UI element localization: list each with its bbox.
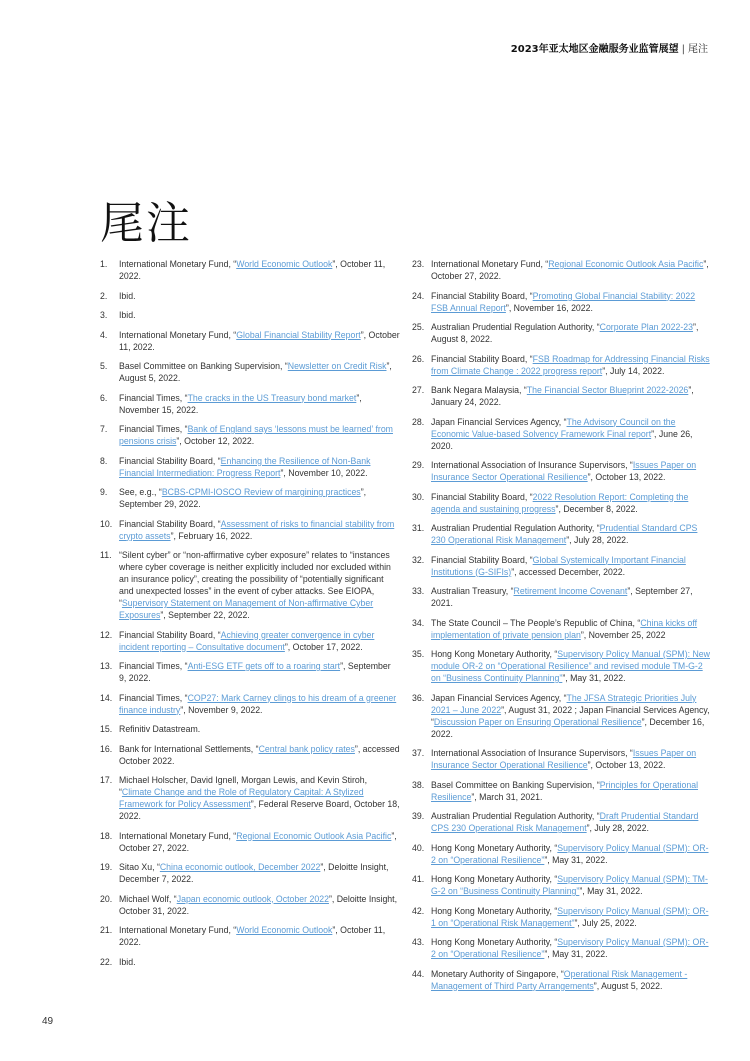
endnote-number: 25. xyxy=(412,322,425,332)
endnote-item xyxy=(412,747,712,771)
endnote-source-link[interactable]: Supervisory Policy Manual (SPM): OR-2 on “Operational Resilience” xyxy=(431,937,709,959)
endnote-text xyxy=(119,743,400,767)
endnote-text-suffix: ”, October 13, 2022. xyxy=(587,760,666,770)
endnote-text-suffix: ”, February 16, 2022. xyxy=(170,530,253,541)
endnote-item xyxy=(412,290,712,314)
endnote-text xyxy=(431,353,712,377)
endnote-source-link[interactable]: Prudential Standard CPS 230 Operational Risk Management xyxy=(431,523,698,545)
endnote-number: 5. xyxy=(100,361,108,371)
endnote-text-suffix: ”, August 5, 2022. xyxy=(119,361,392,383)
endnote-source-link[interactable]: Draft Prudential Standard CPS 230 Operational Risk Management xyxy=(431,811,699,833)
endnote-text xyxy=(119,392,400,416)
endnote-text xyxy=(431,585,712,609)
endnote-text-prefix: Basel Committee on Banking Supervision, “ xyxy=(119,361,288,371)
endnote-source-link[interactable]: Bank of England says ‘lessons must be learned’ from pensions crisis xyxy=(119,424,393,446)
endnote-number: 32. xyxy=(412,554,425,565)
endnote-item xyxy=(412,491,712,515)
endnote-text-prefix: Financial Stability Board, “ xyxy=(119,455,221,466)
endnote-item xyxy=(100,956,400,968)
endnote-text-prefix: Monetary Authority of Singapore, “ xyxy=(431,968,564,979)
endnote-item xyxy=(100,392,400,416)
endnote-text xyxy=(431,416,712,452)
endnote-number: 27. xyxy=(412,385,425,395)
endnote-text-suffix: ”, October 11, 2022. xyxy=(119,329,400,352)
endnote-source-link[interactable]: Climate Change and the Role of Regulatory Capital: A Stylized Framework for Policy Assessment xyxy=(119,787,364,809)
endnote-item xyxy=(412,779,712,803)
endnote-text-prefix: Hong Kong Monetary Authority, “ xyxy=(431,649,558,659)
endnote-item xyxy=(100,329,400,353)
endnote-text xyxy=(431,873,712,897)
endnote-number: 22. xyxy=(100,956,113,967)
endnote-source-link[interactable]: World Economic Outlook xyxy=(236,259,333,269)
endnote-text-suffix: ”, July 28, 2022. xyxy=(586,823,649,833)
endnote-text-prefix: Ibid. xyxy=(119,290,136,301)
endnote-source-link-secondary[interactable]: Discussion Paper on Ensuring Operational Resilience xyxy=(433,716,642,727)
endnote-item xyxy=(100,924,400,948)
endnote-text xyxy=(431,321,712,345)
endnote-text xyxy=(431,936,712,960)
endnote-number: 31. xyxy=(412,523,425,533)
endnote-item xyxy=(100,893,400,917)
endnote-text-suffix: ”, October 13, 2022. xyxy=(587,472,666,482)
endnote-text-prefix: Financial Times, “ xyxy=(119,661,188,671)
endnote-item xyxy=(100,518,400,542)
endnote-source-link[interactable]: Retirement Income Covenant xyxy=(513,586,628,596)
endnote-text-suffix: ”, September 22, 2022. xyxy=(160,610,250,620)
endnote-item xyxy=(100,692,400,716)
endnote-source-link[interactable]: COP27: Mark Carney clings to his dream of a greener finance industry xyxy=(119,692,397,715)
endnote-text xyxy=(119,774,400,822)
endnote-source-link[interactable]: Newsletter on Credit Risk xyxy=(287,361,387,371)
endnote-item xyxy=(100,360,400,384)
endnote-item xyxy=(100,290,400,302)
endnote-text xyxy=(119,360,400,384)
endnote-text-prefix: Australian Prudential Regulation Authority, “ xyxy=(431,523,600,533)
endnote-source-link[interactable]: FSB Roadmap for Addressing Financial Risks from Climate Change : 2022 progress report xyxy=(431,353,710,376)
endnote-item xyxy=(100,549,400,621)
endnote-source-link[interactable]: Operational Risk Management - Management of Third Party Arrangements xyxy=(431,968,688,991)
endnote-text-prefix: Sitao Xu, “ xyxy=(119,862,160,872)
endnote-text xyxy=(119,455,400,479)
endnote-item xyxy=(412,522,712,546)
endnote-item xyxy=(100,629,400,653)
endnote-text xyxy=(119,723,400,735)
endnote-number: 13. xyxy=(100,661,113,671)
endnote-text-suffix: ”, August 5, 2022. xyxy=(593,980,663,991)
endnote-text xyxy=(431,905,712,929)
endnote-item xyxy=(100,258,400,282)
endnote-text-prefix: International Monetary Fund, “ xyxy=(431,259,549,269)
endnote-item xyxy=(100,830,400,854)
endnote-text-suffix: ”, November 9, 2022. xyxy=(180,704,263,715)
endnote-text-prefix: Hong Kong Monetary Authority, “ xyxy=(431,842,558,853)
endnote-text xyxy=(119,893,400,917)
header-report-title: 2023年亚太地区金融服务业监管展望 xyxy=(510,44,679,55)
endnote-source-link[interactable]: BCBS-CPMI-IOSCO Review of margining practices xyxy=(161,487,361,497)
endnote-item xyxy=(412,842,712,866)
endnote-item xyxy=(412,585,712,609)
running-header xyxy=(511,40,708,55)
endnote-source-link[interactable]: Regional Economic Outlook Asia Pacific xyxy=(548,259,704,269)
endnote-text-suffix: ”, July 28, 2022. xyxy=(566,535,629,545)
endnote-text-prefix: Financial Stability Board, “ xyxy=(119,518,221,529)
endnote-source-link[interactable]: Central bank policy rates xyxy=(258,743,355,754)
endnote-item xyxy=(412,936,712,960)
endnote-number: 11. xyxy=(100,550,112,560)
endnote-text-prefix: International Monetary Fund, “ xyxy=(119,925,237,935)
endnote-number: 24. xyxy=(412,290,425,301)
endnote-number: 29. xyxy=(412,460,425,470)
endnote-text-suffix: ”, Federal Reserve Board, October 18, 2022. xyxy=(119,799,400,821)
endnote-text xyxy=(119,258,400,282)
page-number: 49 xyxy=(42,1016,54,1027)
endnote-text-prefix: Australian Prudential Regulation Authority, “ xyxy=(431,811,600,821)
endnote-item xyxy=(412,353,712,377)
endnote-text-prefix: Australian Prudential Regulation Authority, “ xyxy=(431,322,600,332)
endnote-number: 12. xyxy=(100,629,113,640)
endnote-text-prefix: Japan Financial Services Agency, “ xyxy=(431,692,567,703)
endnote-text-prefix: Ibid. xyxy=(119,956,136,967)
endnote-item xyxy=(412,692,712,740)
endnote-text-suffix: ”, accessed December, 2022. xyxy=(511,566,626,577)
endnote-number: 9. xyxy=(100,487,108,497)
endnote-text xyxy=(119,518,400,542)
endnote-text-prefix: Hong Kong Monetary Authority, “ xyxy=(431,905,558,916)
endnote-item xyxy=(100,861,400,885)
endnote-text-prefix: International Monetary Fund, “ xyxy=(119,830,237,841)
endnote-source-link[interactable]: Global Financial Stability Report xyxy=(236,329,361,340)
endnote-text-suffix: ”, May 31, 2022. xyxy=(544,854,608,865)
endnote-number: 30. xyxy=(412,491,425,502)
endnote-text xyxy=(119,629,400,653)
endnotes-right-column xyxy=(412,258,712,999)
endnote-source-link[interactable]: The Advisory Council on the Economic Value-based Solvency Framework Final report xyxy=(431,416,676,439)
endnote-item xyxy=(100,486,400,510)
endnote-number: 34. xyxy=(412,617,425,628)
endnote-text-prefix: Financial Times, “ xyxy=(119,692,188,703)
endnote-text-prefix: Financial Stability Board, “ xyxy=(431,491,533,502)
endnote-item xyxy=(412,459,712,483)
endnote-number: 23. xyxy=(412,259,425,269)
endnote-text-suffix: ”, January 24, 2022. xyxy=(431,385,694,407)
endnote-text-suffix-secondary: ”, December 16, 2022. xyxy=(431,716,705,739)
endnote-source-link[interactable]: Assessment of risks to financial stability from crypto assets xyxy=(119,518,395,541)
endnote-number: 6. xyxy=(100,392,108,403)
endnote-text-suffix: ”, July 25, 2022. xyxy=(574,917,637,928)
endnote-number: 37. xyxy=(412,748,425,758)
endnote-text-suffix: ”, December 8, 2022. xyxy=(555,503,638,514)
endnote-text-prefix: Basel Committee on Banking Supervision, “ xyxy=(431,779,600,790)
endnote-text xyxy=(119,924,400,948)
endnote-item xyxy=(412,648,712,684)
endnote-text xyxy=(119,660,400,684)
endnote-text-suffix: ”, June 26, 2020. xyxy=(431,428,693,451)
endnote-number: 16. xyxy=(100,743,113,754)
endnote-number: 44. xyxy=(412,968,425,979)
endnote-source-link[interactable]: Regional Economic Outlook Asia Pacific xyxy=(236,830,392,841)
endnote-text xyxy=(119,309,400,321)
endnote-item xyxy=(100,723,400,735)
endnote-text-prefix: Ibid. xyxy=(119,310,136,320)
endnote-text-prefix: Australian Treasury, “ xyxy=(431,586,514,596)
endnote-text xyxy=(431,384,712,408)
endnote-source-link[interactable]: Anti-ESG ETF gets off to a roaring start xyxy=(187,661,341,671)
endnote-item xyxy=(412,617,712,641)
page-title: 尾注 xyxy=(100,198,192,250)
endnote-text xyxy=(431,842,712,866)
endnote-text xyxy=(431,968,712,992)
endnote-number: 1. xyxy=(100,259,108,269)
endnote-source-link[interactable]: Supervisory Policy Manual (SPM): New module OR-2 on “Operational Resilience” and revised module TM-G-2 on “Business Continuity Planning” xyxy=(431,649,710,683)
endnote-text xyxy=(119,549,400,621)
endnote-source-link[interactable]: The JFSA Strategic Priorities July 2021 – June 2022 xyxy=(431,692,697,715)
endnote-number: 40. xyxy=(412,842,425,853)
endnote-text-suffix: ”, May 31, 2022. xyxy=(562,673,626,683)
endnote-text-prefix: See, e.g., “ xyxy=(119,487,162,497)
endnote-source-link[interactable]: Supervisory Statement on Management of Non-affirmative Cyber Exposures xyxy=(119,598,374,620)
endnote-number: 2. xyxy=(100,290,108,301)
endnote-text xyxy=(431,747,712,771)
endnote-text-prefix: Michael Holscher, David Ignell, Morgan Lewis, and Kevin Stiroh, “ xyxy=(119,775,368,797)
endnote-text-suffix: ”, July 14, 2022. xyxy=(602,365,665,376)
endnote-number: 19. xyxy=(100,862,113,872)
endnote-source-link[interactable]: Achieving greater convergence in cyber incident reporting – Consultative document xyxy=(119,629,375,652)
endnote-text xyxy=(431,258,712,282)
endnote-item xyxy=(100,743,400,767)
endnote-text-prefix: The State Council – The People’s Republic of China, “ xyxy=(431,617,641,628)
endnote-item xyxy=(412,321,712,345)
header-section-name: 尾注 xyxy=(688,44,708,55)
endnote-text-suffix: ”, October 11, 2022. xyxy=(119,259,386,281)
endnote-source-link[interactable]: Supervisory Policy Manual (SPM): OR-2 on “Operational Resilience” xyxy=(431,842,709,865)
endnote-number: 41. xyxy=(412,874,425,884)
endnote-source-link[interactable]: The Financial Sector Blueprint 2022-2026 xyxy=(526,385,689,395)
endnote-item xyxy=(412,384,712,408)
endnote-text-suffix: ”, October 17, 2022. xyxy=(284,641,363,652)
endnote-text-suffix: ”, September 29, 2022. xyxy=(119,487,367,509)
header-separator: | xyxy=(681,44,685,55)
endnote-number: 14. xyxy=(100,692,113,703)
endnote-source-link[interactable]: Promoting Global Financial Stability: 2022 FSB Annual Report xyxy=(431,290,696,313)
endnote-text-prefix: Japan Financial Services Agency, “ xyxy=(431,416,567,427)
endnote-text-suffix: ”, August 31, 2022 ; Japan Financial Services Agency, “ xyxy=(431,704,710,727)
endnote-text xyxy=(119,486,400,510)
endnote-text-suffix: ”, October 27, 2022. xyxy=(431,259,709,281)
endnote-text-suffix: ”, October 11, 2022. xyxy=(119,925,386,947)
endnote-text-prefix: Financial Stability Board, “ xyxy=(431,290,533,301)
endnote-source-link[interactable]: The cracks in the US Treasury bond market xyxy=(187,392,357,403)
endnote-text xyxy=(119,423,400,447)
endnote-text-suffix: ”, November 16, 2022. xyxy=(505,302,593,313)
endnote-number: 3. xyxy=(100,310,108,320)
endnote-item xyxy=(412,905,712,929)
endnote-source-link[interactable]: China kicks off implementation of private pension plan xyxy=(431,617,698,640)
endnote-item xyxy=(412,416,712,452)
endnote-text-prefix: Financial Stability Board, “ xyxy=(119,629,221,640)
endnote-text-prefix: International Monetary Fund, “ xyxy=(119,329,237,340)
endnote-number: 21. xyxy=(100,925,113,935)
endnote-text xyxy=(431,522,712,546)
endnote-text xyxy=(431,290,712,314)
endnote-source-link[interactable]: Japan economic outlook, October 2022 xyxy=(176,893,329,904)
endnote-text-suffix: ”, October 12, 2022. xyxy=(176,436,255,446)
endnote-text-suffix: ”, August 8, 2022. xyxy=(431,322,699,344)
endnote-text-suffix: ”, November 25, 2022 xyxy=(580,629,666,640)
endnote-text-prefix: Bank Negara Malaysia, “ xyxy=(431,385,527,395)
endnote-text-suffix: ”, March 31, 2021. xyxy=(471,791,543,802)
endnote-number: 35. xyxy=(412,649,425,659)
endnote-text-suffix: ”, accessed October 2022. xyxy=(119,743,400,766)
endnote-number: 10. xyxy=(100,518,113,529)
endnote-number: 42. xyxy=(412,905,425,916)
endnote-text-suffix: ”, Deloitte Insight, October 31, 2022. xyxy=(119,893,398,916)
endnote-text-prefix: Michael Wolf, “ xyxy=(119,893,177,904)
endnote-text-suffix: ”, September 27, 2021. xyxy=(431,586,693,608)
endnote-text-prefix: Refinitiv Datastream. xyxy=(119,724,201,734)
endnote-number: 4. xyxy=(100,329,108,340)
endnote-source-link[interactable]: World Economic Outlook xyxy=(236,925,333,935)
endnote-text-prefix: Financial Stability Board, “ xyxy=(431,554,533,565)
endnote-number: 15. xyxy=(100,724,113,734)
endnote-item xyxy=(100,774,400,822)
endnote-text-suffix: ”, September 9, 2022. xyxy=(119,661,391,683)
endnote-text xyxy=(119,692,400,716)
endnote-text xyxy=(119,830,400,854)
endnote-text xyxy=(119,329,400,353)
endnote-text-prefix: Financial Stability Board, “ xyxy=(431,353,533,364)
endnote-item xyxy=(100,423,400,447)
endnote-text xyxy=(119,290,400,302)
endnote-text xyxy=(431,648,712,684)
endnote-item xyxy=(100,455,400,479)
endnote-source-link[interactable]: Corporate Plan 2022-23 xyxy=(599,322,694,332)
endnote-number: 28. xyxy=(412,416,425,427)
endnote-text-prefix: International Association of Insurance Supervisors, “ xyxy=(431,460,633,470)
endnote-item xyxy=(412,873,712,897)
endnote-text xyxy=(119,861,400,885)
endnote-text-prefix: International Association of Insurance Supervisors, “ xyxy=(431,748,633,758)
endnote-source-link[interactable]: Enhancing the Resilience of Non-Bank Financial Intermediation: Progress Report xyxy=(119,455,371,478)
endnote-text xyxy=(431,810,712,834)
endnote-text xyxy=(431,617,712,641)
endnote-number: 7. xyxy=(100,424,108,434)
endnote-number: 20. xyxy=(100,893,113,904)
endnote-number: 18. xyxy=(100,830,113,841)
endnotes-left-column xyxy=(100,258,400,975)
endnote-number: 26. xyxy=(412,353,425,364)
endnote-number: 36. xyxy=(412,692,425,703)
endnote-text-suffix: ”, November 10, 2022. xyxy=(280,467,368,478)
endnote-source-link[interactable]: Supervisory Policy Manual (SPM): TM-G-2 on “Business Continuity Planning” xyxy=(431,874,708,896)
endnote-text-prefix: Financial Times, “ xyxy=(119,392,188,403)
endnote-number: 33. xyxy=(412,586,425,596)
endnote-source-link[interactable]: 2022 Resolution Report: Completing the agenda and sustaining progress xyxy=(431,491,689,514)
endnote-text xyxy=(431,459,712,483)
endnote-number: 8. xyxy=(100,455,108,466)
endnote-text xyxy=(431,779,712,803)
endnote-number: 39. xyxy=(412,811,425,821)
endnote-text-prefix: Hong Kong Monetary Authority, “ xyxy=(431,937,558,947)
endnote-number: 43. xyxy=(412,937,425,947)
endnote-item xyxy=(412,554,712,578)
endnote-text-prefix: Financial Times, “ xyxy=(119,424,188,434)
endnote-text-suffix: ”, May 31, 2022. xyxy=(544,949,608,959)
endnote-text xyxy=(431,692,712,740)
endnote-text-suffix: ”, October 27, 2022. xyxy=(119,830,397,853)
endnote-source-link[interactable]: Principles for Operational Resilience xyxy=(431,779,699,802)
endnote-number: 17. xyxy=(100,775,113,785)
endnote-text-suffix: ”, November 15, 2022. xyxy=(119,392,362,415)
endnote-text-suffix: ”, Deloitte Insight, December 7, 2022. xyxy=(119,862,389,884)
endnote-text-suffix: ”, May 31, 2022. xyxy=(579,886,643,896)
endnote-source-link[interactable]: Global Systemically Important Financial Institutions (G-SIFIs) xyxy=(431,554,686,577)
endnote-text-prefix: Bank for International Settlements, “ xyxy=(119,743,259,754)
endnote-source-link[interactable]: China economic outlook, December 2022 xyxy=(159,862,321,872)
endnote-item xyxy=(100,660,400,684)
endnote-item xyxy=(412,258,712,282)
endnote-text xyxy=(119,956,400,968)
endnote-text xyxy=(431,491,712,515)
endnote-item xyxy=(100,309,400,321)
endnote-source-link[interactable]: Issues Paper on Insurance Sector Operational Resilience xyxy=(431,748,697,770)
endnote-text-prefix: International Monetary Fund, “ xyxy=(119,259,237,269)
endnote-item xyxy=(412,968,712,992)
endnote-text xyxy=(431,554,712,578)
endnote-source-link[interactable]: Issues Paper on Insurance Sector Operational Resilience xyxy=(431,460,697,482)
endnote-source-link[interactable]: Supervisory Policy Manual (SPM): OR-1 on “Operational Risk Management” xyxy=(431,905,709,928)
endnote-text-prefix: “Silent cyber” or “non-affirmative cyber exposure” relates to “instances where cyber coverage is neither explicitly included nor excluded within an insurance policy”, creating the possibility of “potentially significant and unexpected losses” in the event of cyber attacks. See EIOPA, “ xyxy=(119,550,391,608)
endnote-number: 38. xyxy=(412,779,425,790)
endnote-text-prefix: Hong Kong Monetary Authority, “ xyxy=(431,874,558,884)
endnote-item xyxy=(412,810,712,834)
